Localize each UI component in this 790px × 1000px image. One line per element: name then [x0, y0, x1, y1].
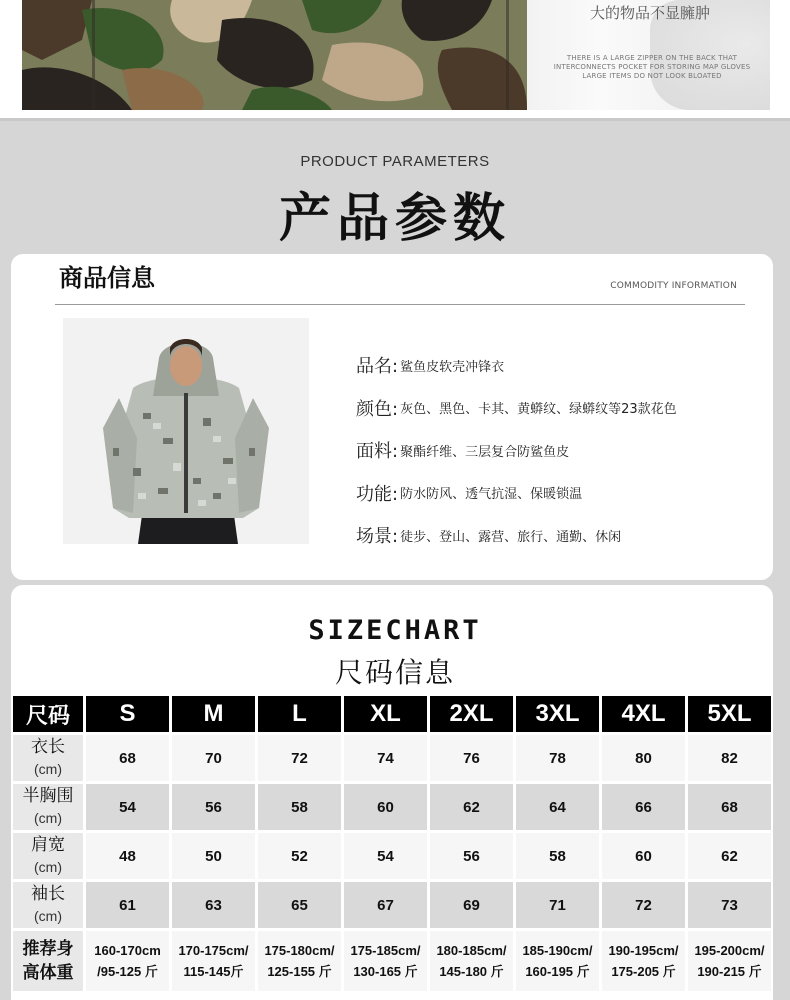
table-cell — [172, 931, 255, 991]
table-cell: 72 — [602, 882, 685, 928]
table-cell — [430, 931, 513, 991]
table-cell: 56 — [172, 784, 255, 830]
row-label — [13, 833, 83, 879]
table-cell: 82 — [688, 735, 771, 781]
table-cell: 50 — [172, 833, 255, 879]
size-table — [10, 693, 774, 994]
table-cell: 62 — [688, 833, 771, 879]
size-header-cell: M — [172, 696, 255, 732]
weight-range: 115-145斤 — [183, 964, 244, 979]
commodity-title: 商品信息 — [59, 264, 155, 292]
model-figure — [63, 318, 309, 544]
height-range: 195-200cm/ — [694, 943, 765, 958]
table-cell: 64 — [516, 784, 599, 830]
size-chart-title-en: SIZECHART — [308, 615, 482, 646]
attribute-value: 鲨鱼皮软壳冲锋衣 — [400, 359, 505, 375]
banner-caption-en-line: INTERCONNECTS POCKET FOR STORING MAP GLOVES — [553, 63, 751, 71]
weight-range: 175-205 斤 — [611, 964, 676, 979]
top-banner — [0, 0, 790, 127]
commodity-divider — [55, 304, 745, 305]
size-header-cell: XL — [344, 696, 427, 732]
table-cell: 65 — [258, 882, 341, 928]
banner-caption-cn: 大的物品不显臃肿 — [589, 4, 710, 22]
size-header-cell: 5XL — [688, 696, 771, 732]
table-row — [13, 784, 771, 830]
table-cell — [344, 931, 427, 991]
table-cell: 54 — [344, 833, 427, 879]
weight-range: 125-155 斤 — [267, 964, 332, 979]
row-label-text: 袖长 — [31, 884, 65, 903]
banner-caption-en-line: THERE IS A LARGE ZIPPER ON THE BACK THAT — [566, 54, 738, 62]
row-label-unit: (cm) — [34, 908, 62, 924]
table-cell: 67 — [344, 882, 427, 928]
table-cell: 58 — [516, 833, 599, 879]
section-title-cn: 产品参数 — [278, 189, 511, 249]
table-row — [13, 882, 771, 928]
table-cell: 68 — [688, 784, 771, 830]
table-cell: 70 — [172, 735, 255, 781]
attribute-list — [356, 344, 677, 557]
row-label-text: 肩宽 — [31, 835, 65, 854]
weight-range: 190-215 斤 — [697, 964, 762, 979]
row-label — [13, 735, 83, 781]
height-range: 190-195cm/ — [608, 943, 679, 958]
attribute-value: 徒步、登山、露营、旅行、通勤、休闲 — [400, 529, 622, 545]
table-cell: 56 — [430, 833, 513, 879]
table-cell: 72 — [258, 735, 341, 781]
row-label-unit: (cm) — [34, 859, 62, 875]
table-cell — [516, 931, 599, 991]
table-cell: 73 — [688, 882, 771, 928]
table-cell: 58 — [258, 784, 341, 830]
row-label-text: 推荐身 — [22, 939, 74, 958]
row-label-text: 半胸围 — [22, 786, 74, 805]
weight-range: 130-165 斤 — [353, 964, 418, 979]
height-range: 170-175cm/ — [178, 943, 249, 958]
height-range: 175-185cm/ — [350, 943, 421, 958]
table-cell: 66 — [602, 784, 685, 830]
size-chart-title-cn: 尺码信息 — [334, 656, 455, 689]
table-cell: 54 — [86, 784, 169, 830]
size-header-label: 尺码 — [13, 696, 83, 732]
model-photo — [63, 318, 309, 544]
attribute-row — [356, 514, 677, 557]
height-range: 185-190cm/ — [522, 943, 593, 958]
attribute-label: 场景: — [356, 526, 399, 548]
camo-jacket-photo — [22, 0, 527, 110]
table-cell — [602, 931, 685, 991]
attribute-row — [356, 387, 677, 430]
table-cell: 62 — [430, 784, 513, 830]
size-header-cell: S — [86, 696, 169, 732]
row-label-text: 衣长 — [31, 737, 65, 756]
attribute-label: 面料: — [356, 441, 399, 463]
height-range: 175-180cm/ — [264, 943, 335, 958]
table-cell: 61 — [86, 882, 169, 928]
commodity-subtitle: COMMODITY INFORMATION — [610, 281, 737, 291]
table-cell — [86, 931, 169, 991]
row-label — [13, 882, 83, 928]
table-cell: 74 — [344, 735, 427, 781]
row-label-unit: (cm) — [34, 810, 62, 826]
table-cell: 48 — [86, 833, 169, 879]
table-cell — [258, 931, 341, 991]
table-cell: 68 — [86, 735, 169, 781]
camo-pattern — [22, 0, 527, 110]
table-cell: 60 — [602, 833, 685, 879]
row-label — [13, 784, 83, 830]
attribute-label: 品名: — [356, 356, 399, 378]
weight-range: 160-195 斤 — [525, 964, 590, 979]
table-row — [13, 833, 771, 879]
table-cell: 76 — [430, 735, 513, 781]
size-header-row — [13, 696, 771, 732]
attribute-row — [356, 344, 677, 387]
attribute-value: 灰色、黑色、卡其、黄蟒纹、绿蟒纹等23款花色 — [400, 402, 677, 418]
attribute-row — [356, 429, 677, 472]
table-cell: 63 — [172, 882, 255, 928]
banner-divider — [0, 118, 790, 121]
attribute-label: 颜色: — [356, 398, 399, 420]
size-header-cell: 3XL — [516, 696, 599, 732]
size-header-cell: 2XL — [430, 696, 513, 732]
row-label — [13, 931, 83, 991]
weight-range: /95-125 斤 — [97, 964, 158, 979]
section-title-en: PRODUCT PARAMETERS — [300, 153, 490, 170]
size-header-cell: 4XL — [602, 696, 685, 732]
table-row — [13, 735, 771, 781]
row-label-text: 高体重 — [22, 963, 74, 982]
banner-caption-en-line: LARGE ITEMS DO NOT LOOK BLOATED — [582, 72, 722, 80]
weight-range: 145-180 斤 — [439, 964, 504, 979]
size-header-cell: L — [258, 696, 341, 732]
table-cell: 71 — [516, 882, 599, 928]
height-range: 180-185cm/ — [436, 943, 507, 958]
table-cell: 52 — [258, 833, 341, 879]
table-cell: 78 — [516, 735, 599, 781]
row-label-unit: (cm) — [34, 761, 62, 777]
table-cell: 69 — [430, 882, 513, 928]
attribute-value: 防水防风、透气抗湿、保暖锁温 — [400, 487, 583, 503]
attribute-label: 功能: — [356, 483, 399, 505]
attribute-value: 聚酯纤维、三层复合防鲨鱼皮 — [400, 444, 570, 460]
banner-frame — [0, 0, 790, 118]
commodity-info-card — [11, 254, 773, 580]
table-row-recommend — [13, 931, 771, 991]
banner-caption-en — [540, 54, 764, 81]
height-range: 160-170cm — [94, 943, 161, 958]
table-cell: 60 — [344, 784, 427, 830]
table-cell: 80 — [602, 735, 685, 781]
table-cell — [688, 931, 771, 991]
attribute-row — [356, 472, 677, 515]
